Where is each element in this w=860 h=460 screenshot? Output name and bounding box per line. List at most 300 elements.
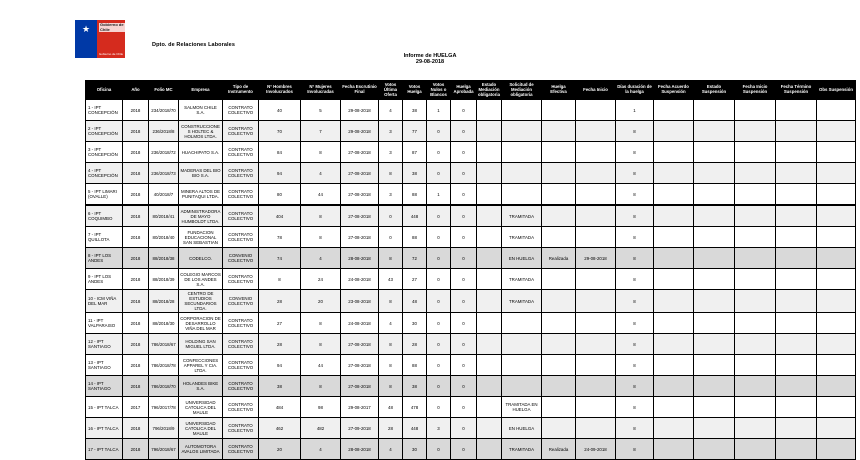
table-cell (735, 397, 776, 418)
table-cell: 88/2018/28 (149, 290, 179, 313)
header-cell: Huelga Efectiva (542, 81, 576, 100)
table-header (86, 81, 856, 100)
header-cell: Obs Suspensión (817, 81, 856, 100)
table-cell: 20 (259, 439, 301, 460)
table-cell (502, 334, 542, 355)
table-row (86, 269, 856, 290)
table-cell (817, 355, 856, 376)
table-cell (776, 163, 817, 184)
table-cell: 0 (451, 418, 477, 439)
table-cell: 8 (301, 313, 341, 334)
table-cell (542, 227, 576, 248)
table-cell: 2018 (123, 313, 149, 334)
table-cell: 2018 (123, 355, 149, 376)
table-cell: 2018 (123, 121, 149, 142)
table-cell (776, 100, 817, 121)
table-cell (776, 290, 817, 313)
table-cell: 0 (427, 142, 451, 163)
table-body (86, 100, 856, 460)
table-cell (694, 248, 735, 269)
table-cell (776, 248, 817, 269)
table-cell (576, 355, 616, 376)
table-cell: 0 (451, 184, 477, 206)
table-cell (735, 269, 776, 290)
table-cell: 27-08-2018 (341, 227, 379, 248)
table-cell: 8 (616, 313, 654, 334)
table-cell (542, 269, 576, 290)
table-cell: 8 (616, 248, 654, 269)
table-cell (776, 313, 817, 334)
table-row (86, 439, 856, 460)
table-cell: 234/2018/70 (149, 100, 179, 121)
table-cell (477, 142, 502, 163)
table-cell (477, 418, 502, 439)
table-cell: 4 (379, 100, 403, 121)
strike-table (85, 80, 856, 460)
table-cell (776, 227, 817, 248)
table-cell: 27-09-2018 (341, 418, 379, 439)
table-cell (694, 313, 735, 334)
table-cell: TRAMITADA (502, 227, 542, 248)
table-cell: 8 (616, 334, 654, 355)
table-cell: 1 (616, 100, 654, 121)
table-cell (542, 355, 576, 376)
header-cell: Fecha Acuerdo Suspensión (654, 81, 694, 100)
table-cell (735, 334, 776, 355)
table-cell (654, 269, 694, 290)
table-cell (576, 142, 616, 163)
table-cell: 30 (403, 439, 427, 460)
table-cell: 12 - IPT SANTIAGO (86, 334, 123, 355)
table-cell: 0 (451, 313, 477, 334)
table-cell (477, 227, 502, 248)
table-cell (576, 100, 616, 121)
table-cell (576, 121, 616, 142)
table-cell (477, 248, 502, 269)
table-cell: CONTRATO COLECTIVO (223, 355, 259, 376)
table-cell (735, 227, 776, 248)
table-cell (576, 205, 616, 227)
header-cell: Fecha Término Suspensión (776, 81, 817, 100)
table-cell: 0 (427, 163, 451, 184)
table-cell: UNIVERSIDAD CATOLICA DEL MAULE (179, 418, 223, 439)
table-cell: CONVENIO COLECTIVO (223, 290, 259, 313)
table-cell: 29-08-2017 (341, 397, 379, 418)
header-cell: N° Mujeres Involucradas (301, 81, 341, 100)
table-cell: 48 (403, 290, 427, 313)
table-cell: 16 - IPT TALCA (86, 418, 123, 439)
table-cell: HOLANDES BIKE S.A. (179, 376, 223, 397)
table-cell (477, 290, 502, 313)
table-cell (477, 184, 502, 206)
table-cell: 5 (301, 100, 341, 121)
table-cell: CONFECCIONES APPAREL Y CIA. LTDA. (179, 355, 223, 376)
table-cell (654, 418, 694, 439)
table-cell: 796/2018/67 (149, 439, 179, 460)
table-cell (542, 397, 576, 418)
table-cell (694, 418, 735, 439)
table-row (86, 248, 856, 269)
table-cell: CONTRATO COLECTIVO (223, 334, 259, 355)
table-cell (502, 142, 542, 163)
table-cell: 8 (301, 227, 341, 248)
table-cell (694, 205, 735, 227)
table-cell: 38 (403, 376, 427, 397)
table-cell: 9 - IPT LOS ANDES (86, 269, 123, 290)
table-row (86, 355, 856, 376)
table-cell: 27-08-2018 (341, 334, 379, 355)
table-cell: EN HUELGA (502, 418, 542, 439)
table-cell: 28 (403, 334, 427, 355)
table-cell: 2018 (123, 227, 149, 248)
table-cell (817, 376, 856, 397)
table-cell: CONTRATO COLECTIVO (223, 269, 259, 290)
table-cell (694, 290, 735, 313)
header-cell: Votos Huelga (403, 81, 427, 100)
table-cell: 8 (616, 121, 654, 142)
table-cell: 484 (259, 397, 301, 418)
table-cell: 4 - IPT CONCEPCIÓN (86, 163, 123, 184)
table-cell (502, 121, 542, 142)
table-cell: 98 (301, 397, 341, 418)
table-cell (735, 205, 776, 227)
header-cell: N° Hombres Involucrados (259, 81, 301, 100)
table-cell: 80 (259, 184, 301, 206)
table-row (86, 163, 856, 184)
table-cell (542, 163, 576, 184)
table-cell: 4 (301, 248, 341, 269)
table-cell: 23-08-2018 (341, 290, 379, 313)
table-cell: 88/2018/39 (149, 269, 179, 290)
table-cell (817, 100, 856, 121)
table-header-row (86, 81, 856, 100)
table-row (86, 142, 856, 163)
table-cell (477, 205, 502, 227)
table-cell: 17 - IPT TALCA (86, 439, 123, 460)
table-cell (477, 397, 502, 418)
table-cell (735, 376, 776, 397)
table-cell: 8 (379, 290, 403, 313)
table-cell (576, 334, 616, 355)
table-cell: 78 (259, 227, 301, 248)
table-cell: 8 (616, 205, 654, 227)
table-cell: 77 (403, 121, 427, 142)
table-cell (817, 121, 856, 142)
table-cell: UNIVERSIDAD CATOLICA DEL MAULE (179, 397, 223, 418)
table-cell (694, 269, 735, 290)
table-cell: 482 (301, 418, 341, 439)
table-cell: 88/2018/38 (149, 248, 179, 269)
table-cell (735, 184, 776, 206)
table-cell: 74 (259, 248, 301, 269)
table-cell: 24-09-2018 (576, 439, 616, 460)
table-cell: CONTRATO COLECTIVO (223, 121, 259, 142)
table-cell (776, 397, 817, 418)
table-cell (576, 163, 616, 184)
table-cell (694, 184, 735, 206)
table-cell: 0 (451, 439, 477, 460)
table-cell: TRAMITADA (502, 205, 542, 227)
table-cell (694, 100, 735, 121)
header-cell: Oficina (86, 81, 123, 100)
table-cell (817, 439, 856, 460)
table-cell: 2018 (123, 376, 149, 397)
table-cell (576, 227, 616, 248)
table-cell: 88 (403, 227, 427, 248)
table-cell (502, 313, 542, 334)
table-cell: 2018 (123, 163, 149, 184)
table-cell: 8 (301, 205, 341, 227)
table-cell: CONTRATO COLECTIVO (223, 205, 259, 227)
table-cell: 38 (259, 376, 301, 397)
table-cell: 30 (403, 313, 427, 334)
table-cell (694, 227, 735, 248)
table-cell: 4 (379, 313, 403, 334)
table-cell: 1 (427, 100, 451, 121)
department-label: Dpto. de Relaciones Laborales (152, 42, 235, 48)
table-cell (735, 142, 776, 163)
table-cell: 3 (379, 184, 403, 206)
table-cell: 0 (427, 121, 451, 142)
table-cell: 0 (451, 290, 477, 313)
table-cell (654, 313, 694, 334)
table-cell: 27 (259, 313, 301, 334)
table-cell: 786/2018/67 (149, 334, 179, 355)
table-cell: 2018 (123, 205, 149, 227)
table-cell: CENTRO DE ESTUDIOS SECUNDARIOS LTDA. (179, 290, 223, 313)
table-cell: CONVENIO COLECTIVO (223, 248, 259, 269)
table-cell: 8 (616, 184, 654, 206)
table-cell: EN HUELGA (502, 248, 542, 269)
table-cell (817, 205, 856, 227)
table-cell: CONTRATO COLECTIVO (223, 313, 259, 334)
table-cell (477, 100, 502, 121)
table-cell: 796/2017/78 (149, 397, 179, 418)
table-cell: 3 (427, 418, 451, 439)
table-cell: MINERA ALTOS DE PUNITAQUI LTDA. (179, 184, 223, 206)
table-cell: 8 (616, 290, 654, 313)
table-cell: 8 (616, 163, 654, 184)
table-cell: 0 (427, 397, 451, 418)
table-row (86, 100, 856, 121)
table-cell: 0 (451, 376, 477, 397)
table-cell (477, 313, 502, 334)
table-row (86, 227, 856, 248)
table-cell (477, 334, 502, 355)
table-cell: 8 (379, 163, 403, 184)
table-cell (654, 100, 694, 121)
coat-of-arms-icon: ★ (81, 24, 91, 34)
table-cell (654, 184, 694, 206)
table-cell: 28 (379, 418, 403, 439)
table-cell: 0 (427, 376, 451, 397)
table-cell: 2018 (123, 248, 149, 269)
table-cell (477, 376, 502, 397)
table-cell: 448 (403, 205, 427, 227)
table-cell (776, 205, 817, 227)
table-cell: 0 (427, 290, 451, 313)
table-cell (654, 142, 694, 163)
report-title: Informe de HUELGA (403, 53, 457, 59)
table-cell: 3 (379, 121, 403, 142)
header-cell: Tipo de Instrumento (223, 81, 259, 100)
table-cell (542, 313, 576, 334)
table-cell: CONTRATO COLECTIVO (223, 184, 259, 206)
table-cell: 29-08-2018 (341, 121, 379, 142)
table-cell: 80/2018/40 (149, 227, 179, 248)
table-cell: 0 (451, 397, 477, 418)
table-cell: 8 (616, 355, 654, 376)
table-cell: TRAMITADA EN HUELGA (502, 397, 542, 418)
table-cell (477, 355, 502, 376)
table-cell: 7 (301, 121, 341, 142)
table-cell: TRAMITADA (502, 290, 542, 313)
table-cell: 2018 (123, 418, 149, 439)
table-cell: 48 (379, 397, 403, 418)
table-cell (654, 248, 694, 269)
table-cell: 28-08-2018 (341, 439, 379, 460)
table-cell (694, 397, 735, 418)
table-cell: 44 (301, 355, 341, 376)
table-cell: 84 (259, 142, 301, 163)
table-cell (576, 313, 616, 334)
table-cell (776, 184, 817, 206)
table-cell (542, 290, 576, 313)
table-cell: CONTRATO COLECTIVO (223, 227, 259, 248)
table-cell: 2018 (123, 334, 149, 355)
table-cell: CODELCO. (179, 248, 223, 269)
header-cell: Estado Suspensión (694, 81, 735, 100)
table-row (86, 418, 856, 439)
table-cell: 8 (379, 355, 403, 376)
table-cell: 29-08-2018 (576, 248, 616, 269)
table-cell: 80/2018/41 (149, 205, 179, 227)
table-cell (776, 334, 817, 355)
table-cell (576, 269, 616, 290)
table-cell: COLEGIO MARCOS DE LOS ANDES S.A. (179, 269, 223, 290)
table-cell: 0 (451, 121, 477, 142)
table-row (86, 184, 856, 206)
table-cell (654, 334, 694, 355)
table-cell (542, 376, 576, 397)
table-cell: 24 (301, 269, 341, 290)
table-cell (776, 121, 817, 142)
table-cell: 786/2018/70 (149, 376, 179, 397)
table-cell: 11 - IPT VALPARAISO (86, 313, 123, 334)
table-cell: 0 (451, 355, 477, 376)
table-cell (694, 376, 735, 397)
table-row (86, 205, 856, 227)
table-cell: 448 (403, 418, 427, 439)
table-cell: 2018 (123, 184, 149, 206)
table-cell (735, 418, 776, 439)
table-cell (735, 163, 776, 184)
table-cell (654, 163, 694, 184)
table-cell (817, 334, 856, 355)
table-cell: 236/2018/8 (149, 121, 179, 142)
table-cell (776, 439, 817, 460)
table-cell: 8 (616, 227, 654, 248)
table-cell: 0 (451, 100, 477, 121)
table-cell (776, 142, 817, 163)
header-cell: Estado Mediación obligatoria (477, 81, 502, 100)
table-cell: 8 (259, 269, 301, 290)
table-cell (542, 205, 576, 227)
table-cell: 15 - IPT TALCA (86, 397, 123, 418)
table-cell: 8 (616, 269, 654, 290)
table-cell (776, 355, 817, 376)
table-cell (817, 290, 856, 313)
table-cell (776, 269, 817, 290)
table-cell (694, 355, 735, 376)
table-cell: 70 (259, 121, 301, 142)
table-cell: 8 (616, 418, 654, 439)
table-cell: 0 (379, 227, 403, 248)
table-cell: 29-08-2018 (341, 100, 379, 121)
table-cell (735, 313, 776, 334)
table-cell: ADMINISTRADORA DE MAYO HUMBOLDT LTDA. (179, 205, 223, 227)
table-cell: 44 (301, 184, 341, 206)
table-cell: 2018 (123, 100, 149, 121)
table-cell: 8 - IPT LOS ANDES (86, 248, 123, 269)
table-cell: CONTRATO COLECTIVO (223, 397, 259, 418)
table-cell (477, 439, 502, 460)
table-cell: 38 (403, 163, 427, 184)
table-cell: 0 (427, 248, 451, 269)
table-cell: 2018 (123, 269, 149, 290)
table-cell: 94 (259, 163, 301, 184)
table-cell: FUNDACION EDUCACIONAL SAN SEBASTIAN (179, 227, 223, 248)
table-cell: 8 (616, 142, 654, 163)
table-cell: 462 (259, 418, 301, 439)
table-cell: 27-08-2018 (341, 142, 379, 163)
table-cell (735, 439, 776, 460)
table-cell (817, 184, 856, 206)
table-cell (654, 439, 694, 460)
table-cell: 3 - IPT CONCEPCIÓN (86, 142, 123, 163)
table-cell (477, 269, 502, 290)
table-cell: 0 (451, 205, 477, 227)
table-cell (542, 418, 576, 439)
table-cell: 27 (403, 269, 427, 290)
table-cell: 0 (451, 227, 477, 248)
table-cell: TRAMITADA (502, 439, 542, 460)
table-cell: 3 (379, 142, 403, 163)
table-cell: 786/2018/78 (149, 355, 179, 376)
table-cell: 0 (427, 355, 451, 376)
table-cell: 27-08-2018 (341, 184, 379, 206)
table-cell: 20 (301, 290, 341, 313)
table-cell: 0 (427, 313, 451, 334)
table-cell: 4 (301, 163, 341, 184)
table-cell: 8 (301, 142, 341, 163)
table-cell: MADERAS DEL BIO BIO S.A. (179, 163, 223, 184)
table-cell: 28 (259, 334, 301, 355)
header-cell: Fecha Inicio Suspensión (735, 81, 776, 100)
table-cell (654, 355, 694, 376)
table-cell: AUTOMOTORA AVALOS LIMITADA (179, 439, 223, 460)
table-cell: 13 - IPT SANTIAGO (86, 355, 123, 376)
logo-bottom-text: Gobierno de Chile (98, 52, 124, 56)
table-cell (502, 355, 542, 376)
table-cell: 88/2018/30 (149, 313, 179, 334)
table-cell (817, 269, 856, 290)
table-cell (477, 163, 502, 184)
table-cell (542, 121, 576, 142)
table-cell: 27-08-2018 (341, 163, 379, 184)
table-cell: 87 (403, 142, 427, 163)
table-cell: 8 (616, 376, 654, 397)
